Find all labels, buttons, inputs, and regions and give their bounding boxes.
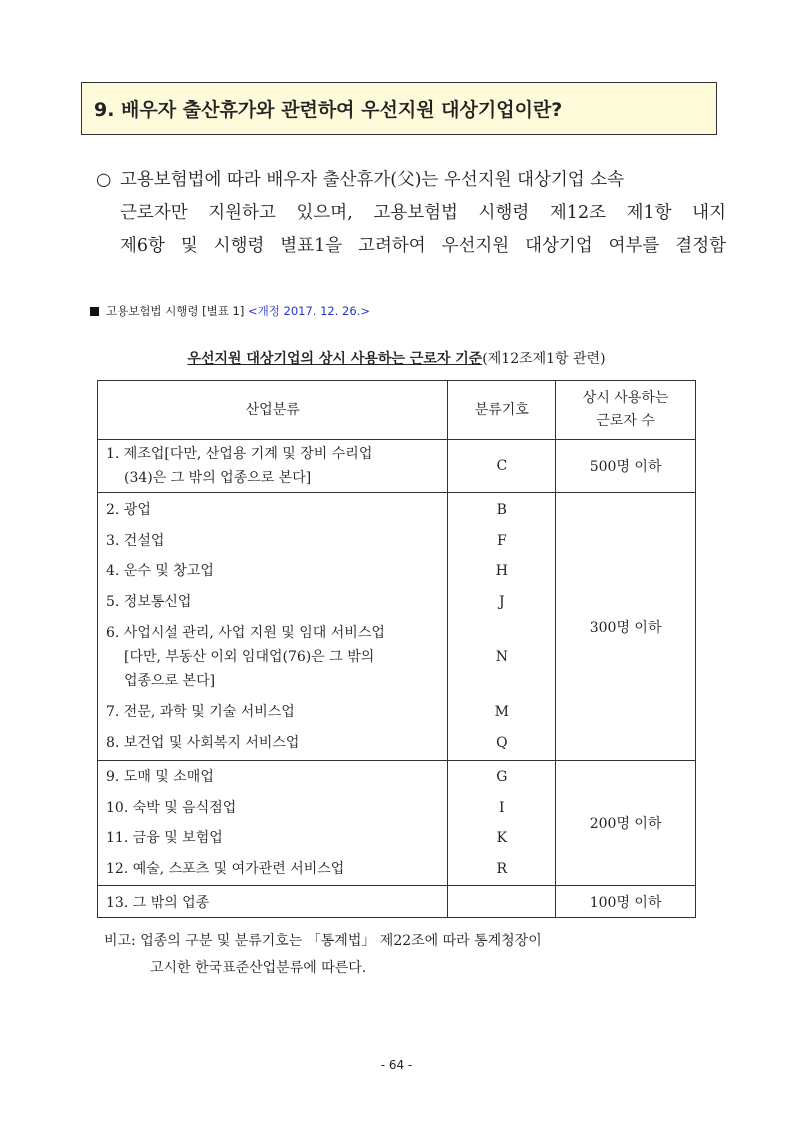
- code-value: M: [494, 704, 509, 720]
- source-reference: [90, 303, 370, 319]
- table-group-row: [98, 761, 696, 886]
- bullet-circle: ○: [96, 170, 112, 190]
- industry-name: 11. 금융 및 보험업: [106, 830, 223, 846]
- code-value: F: [496, 532, 507, 549]
- code-value: G: [496, 769, 508, 785]
- industry-name-cont: 업종으로 본다]: [124, 673, 216, 689]
- industry-name-cont: (34)은 그 밖의 업종으로 본다]: [124, 470, 312, 486]
- limit-cell: 500명 이하: [556, 440, 696, 493]
- code-value: R: [496, 860, 508, 877]
- industry-name: 6. 사업시설 관리, 사업 지원 및 임대 서비스업: [106, 625, 385, 641]
- industry-name: 1. 제조업[다만, 산업용 기계 및 장비 수리업: [106, 446, 373, 462]
- industry-name: 13. 그 밖의 업종: [98, 886, 448, 918]
- paragraph-line-1: 고용보험법에 따라 배우자 출산휴가(父)는 우선지원 대상기업 소속: [120, 170, 625, 190]
- page-number: - 64 -: [380, 1058, 413, 1072]
- code-value: I: [499, 799, 505, 816]
- paragraph-line-2: 근로자만 지원하고 있으며, 고용보험법 시행령 제12조 제1항 내지: [120, 203, 726, 223]
- header-workers-line2: 근로자 수: [596, 413, 655, 429]
- industry-name: 5. 정보통신업: [106, 593, 192, 610]
- table-caption-ref: (제12조제1항 관련): [482, 351, 606, 367]
- industry-group-cell: [98, 493, 448, 761]
- table-caption: [0, 348, 793, 368]
- table-group-row: [98, 493, 696, 761]
- table-header-row: [98, 381, 696, 440]
- header-workers-line1: 상시 사용하는: [582, 390, 669, 406]
- industry-name: 7. 전문, 과학 및 기술 서비스업: [106, 704, 295, 720]
- code-value: J: [499, 593, 505, 610]
- code-value: H: [495, 563, 508, 579]
- industry-name: 10. 숙박 및 음식점업: [106, 799, 237, 816]
- source-text: 고용보험법 시행령 [별표 1]: [106, 304, 245, 318]
- code-group-cell: [448, 493, 556, 761]
- code-cell: C: [448, 440, 556, 493]
- note-line-1: 비고: 업종의 구분 및 분류기호는 「통계법」 제22조에 따라 통계청장이: [104, 933, 542, 949]
- industry-name: 8. 보건업 및 사회복지 서비스업: [106, 734, 300, 751]
- industry-name: 3. 건설업: [106, 532, 165, 549]
- industry-name: 9. 도매 및 소매업: [106, 769, 214, 785]
- code-value: B: [496, 502, 507, 518]
- code-cell: [448, 886, 556, 918]
- header-code: 분류기호: [448, 381, 556, 440]
- code-value: K: [496, 830, 508, 846]
- table-note: [104, 928, 704, 982]
- criteria-table: [97, 380, 696, 918]
- limit-cell: 100명 이하: [556, 886, 696, 918]
- limit-cell: 200명 이하: [556, 761, 696, 886]
- amendment-date: <개정 2017. 12. 26.>: [248, 304, 370, 318]
- table-row: [98, 886, 696, 918]
- industry-name-cont: [다만, 부동산 이외 임대업(76)은 그 밖의: [124, 649, 375, 665]
- industry-cell: [98, 440, 448, 493]
- limit-cell: 300명 이하: [556, 493, 696, 761]
- header-workers: [556, 381, 696, 440]
- code-value: N: [495, 649, 508, 665]
- note-line-2: 고시한 한국표준산업분류에 따른다.: [150, 960, 367, 976]
- code-group-cell: [448, 761, 556, 886]
- industry-name: 4. 운수 및 창고업: [106, 563, 214, 579]
- intro-paragraph: [96, 164, 726, 263]
- paragraph-line-3: 제6항 및 시행령 별표1을 고려하여 우선지원 대상기업 여부를 결정함: [120, 236, 726, 256]
- code-value: Q: [496, 734, 508, 751]
- table-caption-title: 우선지원 대상기업의 상시 사용하는 근로자 기준: [187, 351, 483, 367]
- section-title: 9. 배우자 출산휴가와 관련하여 우선지원 대상기업이란?: [81, 82, 717, 135]
- industry-name: 2. 광업: [106, 502, 151, 518]
- header-industry: 산업분류: [98, 381, 448, 440]
- table-row: [98, 440, 696, 493]
- industry-name: 12. 예술, 스포츠 및 여가관련 서비스업: [106, 860, 345, 877]
- industry-group-cell: [98, 761, 448, 886]
- square-bullet-icon: [90, 307, 99, 316]
